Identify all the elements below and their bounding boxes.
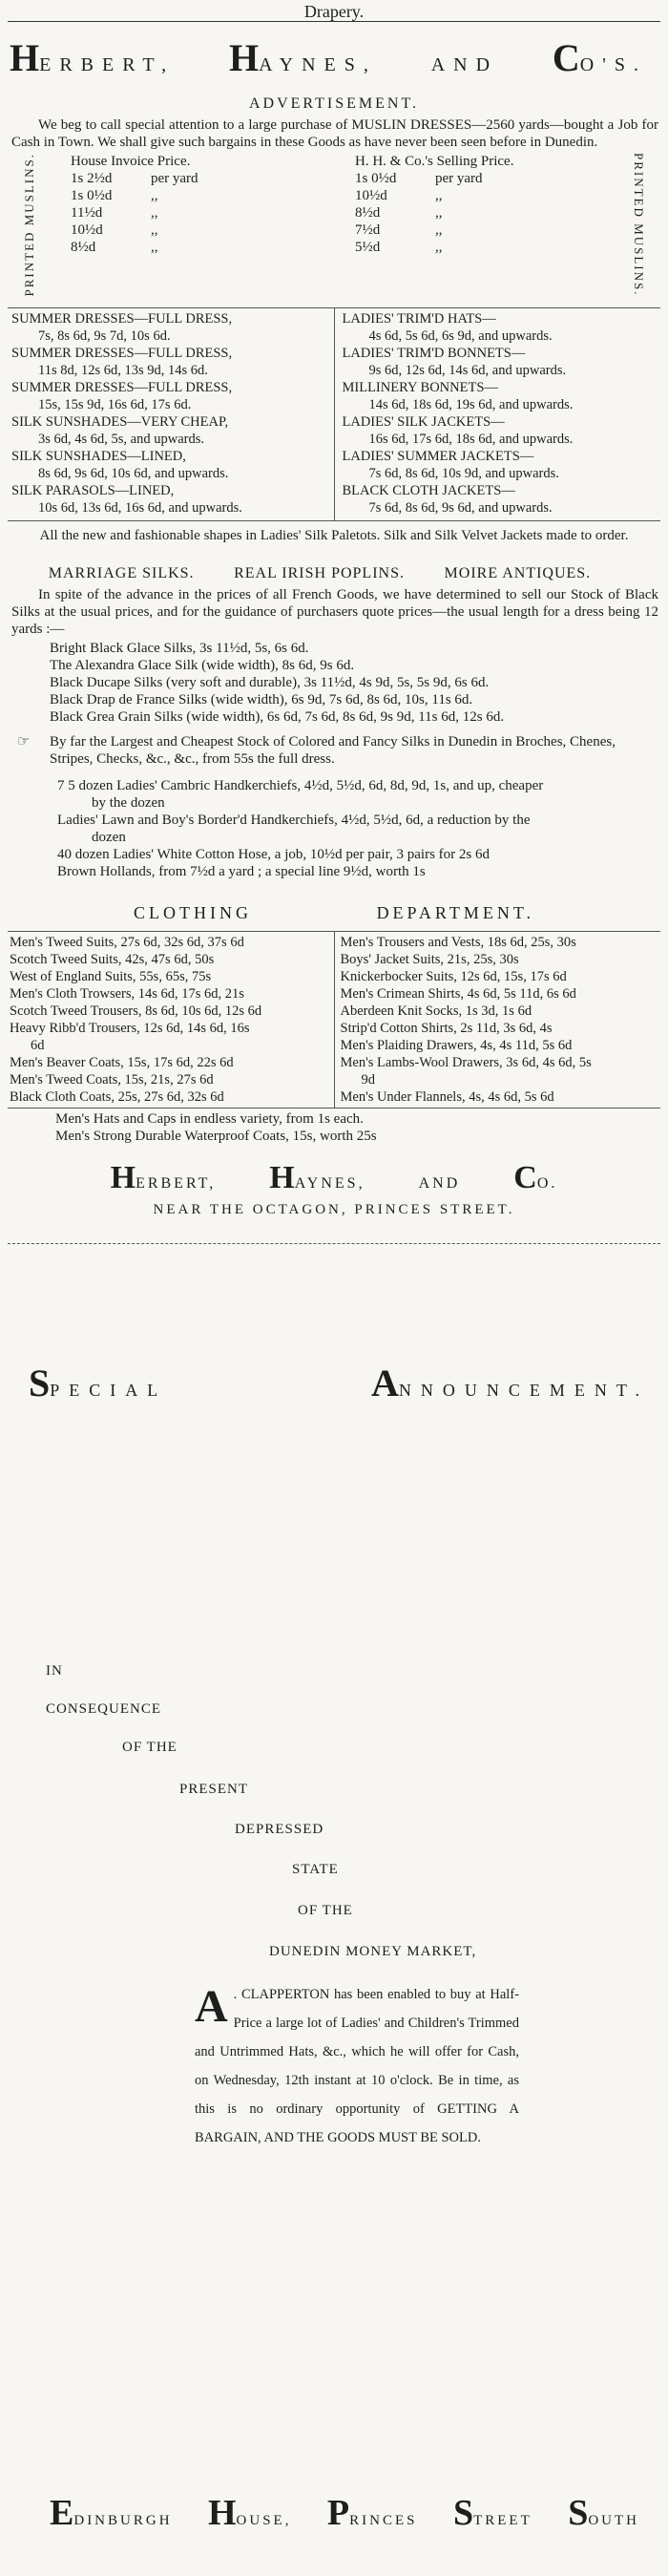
list-item: Black Drap de France Silks (wide width), 6s 9d, 7s 6d, 8s 6d, 10s, 11s 6d. <box>50 692 473 708</box>
stair-line-3: OF THE <box>122 1740 177 1755</box>
footer-word-1: EDINBURGH <box>50 2493 173 2533</box>
list-item: SILK SUNSHADES—LINED, 8s 6d, 9s 6d, 10s 6d, and upwards. <box>11 449 229 482</box>
section-title: Drapery. <box>303 2 365 21</box>
announcement-word: ANNOUNCEMENT. <box>370 1362 649 1405</box>
list-item: 40 dozen Ladies' White Cotton Hose, a job, 10½d per pair, 3 pairs for 2s 6d <box>57 847 490 863</box>
paletots-note: All the new and fashionable shapes in Ladies' Silk Paletots. Silk and Silk Velvet Jackets made to order. <box>39 528 629 544</box>
footer-word-5: SOUTH <box>568 2493 639 2533</box>
list-item: LADIES' SILK JACKETS— 16s 6d, 17s 6d, 18s 6d, and upwards. <box>342 414 574 448</box>
list-item: BLACK CLOTH JACKETS— 7s 6d, 8s 6d, 9s 6d, and upwards. <box>342 483 553 517</box>
list-item: Strip'd Cotton Shirts, 2s 11d, 3s 6d, 4s <box>340 1021 553 1037</box>
list-item: Men's Lambs-Wool Drawers, 3s 6d, 4s 6d, 5s <box>340 1055 592 1071</box>
firm-word-3: AND <box>430 54 499 75</box>
advertisement-heading: ADVERTISEMENT. <box>248 95 420 112</box>
list-item: Heavy Ribb'd Trousers, 12s 6d, 14s 6d, 16s <box>10 1021 250 1037</box>
list-item: Men's Under Flannels, 4s, 4s 6d, 5s 6d <box>340 1089 554 1106</box>
list-item: SUMMER DRESSES—FULL DRESS, 11s 8d, 12s 6d, 13s 9d, 14s 6d. <box>11 346 233 379</box>
printed-muslins-label-left: PRINTED MUSLINS. <box>22 153 36 297</box>
list-item: LADIES' TRIM'D BONNETS— 9s 6d, 12s 6d, 14s 6d, and upwards. <box>342 346 567 379</box>
firm-word-1: HERBERT, <box>110 1160 217 1196</box>
house-price-column <box>50 153 334 296</box>
firm-word-2: HAYNES, <box>269 1160 365 1196</box>
list-item: Scotch Tweed Trousers, 8s 6d, 10s 6d, 12s 6d <box>10 1003 262 1020</box>
list-item-continuation: 9d <box>361 1072 375 1088</box>
list-item: Men's Strong Durable Waterproof Coats, 15s, worth 25s <box>55 1129 377 1145</box>
clothing-department-heading: CLOTHING DEPARTMENT. <box>134 903 534 923</box>
stair-line-8: DUNEDIN MONEY MARKET, <box>269 1944 477 1959</box>
irish-poplins-heading: REAL IRISH POPLINS. <box>234 565 405 582</box>
silk-price-list <box>50 640 658 726</box>
printed-muslins-label-right: PRINTED MUSLINS. <box>632 153 646 297</box>
price-row: 10½d ,, <box>71 222 158 238</box>
firm-word-1: HERBERT, <box>10 36 176 79</box>
millinery-column <box>335 308 661 520</box>
pointing-hand-icon: ☞ <box>17 734 31 750</box>
fancy-silks-note: ☞ By far the Largest and Cheapest Stock of Colored and Fancy Silks in Dunedin in Broches, Chenes, Stripes, Checks, &c., &c., from 55s the full dress. <box>17 734 616 768</box>
footer-word-3: PRINCES <box>326 2493 418 2533</box>
intro-paragraph: We beg to call special attention to a large purchase of MUSLIN DRESSES—2560 yards—bought a Job for Cash in Town. We shall give such bargains in these Goods as have never been seen before in Dunedin. <box>11 117 658 150</box>
list-item: Men's Tweed Suits, 27s 6d, 32s 6d, 37s 6d <box>10 935 244 951</box>
dresses-and-millinery <box>8 307 660 521</box>
firm-word-2: HAYNES, <box>228 36 377 79</box>
firm-address: NEAR THE OCTAGON, PRINCES STREET. <box>153 1202 515 1218</box>
firm-name <box>10 35 647 80</box>
footer-word-2: HOUSE, <box>207 2493 292 2533</box>
house-price-heading: House Invoice Price. <box>71 154 191 169</box>
stair-line-6: STATE <box>292 1862 339 1877</box>
clothing-right-column <box>335 932 661 1108</box>
silks-headings <box>29 565 611 582</box>
list-item: Men's Beaver Coats, 15s, 17s 6d, 22s 6d <box>10 1055 234 1071</box>
list-item: SILK PARASOLS—LINED, 10s 6d, 13s 6d, 16s 6d, and upwards. <box>11 483 242 517</box>
list-item: Men's Cloth Trowsers, 14s 6d, 17s 6d, 21s <box>10 986 244 1003</box>
list-item: Black Ducape Silks (very soft and durable), 3s 11½d, 4s 9d, 5s, 5s 9d, 6s 6d. <box>50 675 490 691</box>
list-item: LADIES' TRIM'D HATS— 4s 6d, 5s 6d, 6s 9d, and upwards. <box>342 311 553 345</box>
clothing-left-column <box>8 932 335 1108</box>
list-item: West of England Suits, 55s, 65s, 75s <box>10 969 212 985</box>
firm-word-3: AND <box>418 1175 461 1193</box>
list-item: Black Grea Grain Silks (wide width), 6s 6d, 7s 6d, 8s 6d, 9s 9d, 11s 6d, 12s 6d. <box>50 709 505 726</box>
list-item: Aberdeen Knit Socks, 1s 3d, 1s 6d <box>340 1003 532 1020</box>
list-item: SUMMER DRESSES—FULL DRESS, 15s, 15s 9d, 16s 6d, 17s 6d. <box>11 380 233 413</box>
list-item-continuation: 6d <box>31 1038 45 1054</box>
stair-line-7: OF THE <box>298 1903 353 1918</box>
list-item: Bright Black Glace Silks, 3s 11½d, 5s, 6s 6d. <box>50 641 309 657</box>
footer-word-4: STREET <box>452 2493 532 2533</box>
list-item: Men's Tweed Coats, 15s, 21s, 27s 6d <box>10 1072 214 1088</box>
list-item: Black Cloth Coats, 25s, 27s 6d, 32s 6d <box>10 1089 224 1106</box>
stair-line-2: CONSEQUENCE <box>46 1701 162 1717</box>
list-item: SILK SUNSHADES—VERY CHEAP, 3s 6d, 4s 6d, 5s, and upwards. <box>11 414 229 448</box>
firm-word-4: CO'S. <box>552 36 647 79</box>
list-item: Scotch Tweed Suits, 42s, 47s 6d, 50s <box>10 952 215 968</box>
selling-price-column <box>334 153 618 296</box>
firm-signature <box>0 1160 668 1196</box>
drop-cap: A <box>195 1981 228 2032</box>
price-row: 1s 2½d per yard <box>71 171 198 186</box>
list-item: LADIES' SUMMER JACKETS— 7s 6d, 8s 6d, 10s 9d, and upwards. <box>342 449 559 482</box>
price-row: 1s 0½d per yard <box>355 171 483 186</box>
firm-word-4: CO. <box>513 1160 558 1196</box>
stair-line-4: PRESENT <box>179 1782 249 1797</box>
special-word: SPECIAL <box>29 1362 168 1405</box>
price-row: 7½d ,, <box>355 222 443 238</box>
section-header <box>0 0 668 21</box>
list-item: Men's Crimean Shirts, 4s 6d, 5s 11d, 6s 6d <box>340 986 576 1003</box>
selling-price-heading: H. H. & Co.'s Selling Price. <box>355 154 514 169</box>
list-item: Men's Trousers and Vests, 18s 6d, 25s, 30s <box>340 935 576 951</box>
handkerchief-list <box>57 777 658 880</box>
list-item: Men's Plaiding Drawers, 4s, 4s 11d, 5s 6d <box>340 1038 573 1054</box>
clapperton-notice: A . CLAPPERTON has been enabled to buy at Half-Price a large lot of Ladies' and Children's Trimmed and Untrimmed Hats, &c., which he will offer for Cash, on Wednesday, 12th instant at 10 o'clock. Be in time, as this is no ordinary opportunity of GETTING A BARGAIN, AND THE GOODS MUST BE SOLD. <box>195 1981 519 2145</box>
list-item: Knickerbocker Suits, 12s 6d, 15s, 17s 6d <box>340 969 567 985</box>
list-item: Brown Hollands, from 7½d a yard ; a special line 9½d, worth 1s <box>57 864 426 880</box>
muslin-price-grid <box>10 153 658 296</box>
price-row: 1s 0½d ,, <box>71 188 158 203</box>
footer-address <box>50 2492 639 2534</box>
list-item: Men's Hats and Caps in endless variety, from 1s each. <box>55 1111 364 1128</box>
list-item: MILLINERY BONNETS— 14s 6d, 18s 6d, 19s 6d, and upwards. <box>342 380 574 413</box>
price-row: 8½d ,, <box>355 205 443 221</box>
price-row: 10½d ,, <box>355 188 443 203</box>
price-row: 11½d ,, <box>71 205 158 221</box>
clothing-columns <box>8 931 660 1109</box>
section-divider <box>8 1243 660 1244</box>
list-item: Boys' Jacket Suits, 21s, 25s, 30s <box>340 952 519 968</box>
list-item: 7 5 dozen Ladies' Cambric Handkerchiefs, 4½d, 5½d, 6d, 8d, 9d, 1s, and up, cheaper by the dozen <box>57 778 544 812</box>
list-item: SUMMER DRESSES—FULL DRESS, 7s, 8s 6d, 9s 7d, 10s 6d. <box>11 311 233 345</box>
list-item: Ladies' Lawn and Boy's Border'd Handkerchiefs, 4½d, 5½d, 6d, a reduction by the dozen <box>57 813 531 846</box>
hats-and-coats <box>55 1110 668 1145</box>
dresses-column <box>8 308 335 520</box>
silks-paragraph: In spite of the advance in the prices of all French Goods, we have determined to sell our Stock of Black Silks at the usual prices, and for the guidance of purchasers quote prices—the usual length for a dress being 12 yards :— <box>11 587 658 638</box>
price-row: 5½d ,, <box>355 240 443 255</box>
stair-line-5: DEPRESSED <box>235 1822 324 1837</box>
list-item: The Alexandra Glace Silk (wide width), 8s 6d, 9s 6d. <box>50 658 355 674</box>
stair-line-1: IN <box>46 1663 63 1679</box>
price-row: 8½d ,, <box>71 240 158 255</box>
marriage-silks-heading: MARRIAGE SILKS. <box>48 565 195 582</box>
moire-antiques-heading: MOIRE ANTIQUES. <box>444 565 592 582</box>
special-announcement-heading <box>29 1361 649 1405</box>
